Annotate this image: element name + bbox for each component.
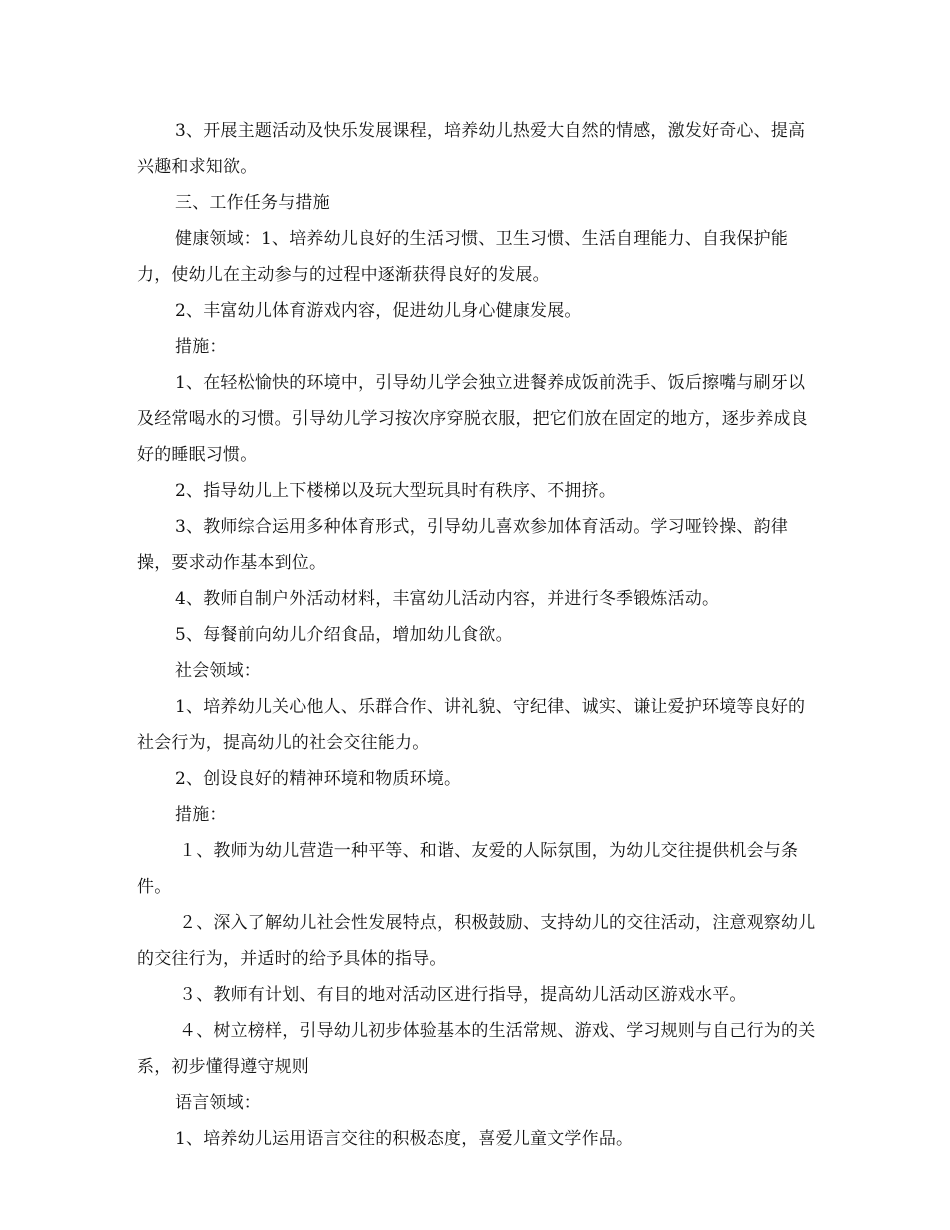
domain-heading: 社会领域：	[175, 661, 261, 681]
paragraph: ３、教师有计划、有目的地对活动区进行指导，提高幼儿活动区游戏水平。	[179, 985, 747, 1005]
paragraph: 2、创设良好的精神环境和物质环境。	[175, 769, 462, 789]
paragraph: 2、丰富幼儿体育游戏内容，促进幼儿身心健康发展。	[175, 301, 582, 321]
paragraph: 2、指导幼儿上下楼梯以及玩大型玩具时有秩序、不拥挤。	[175, 481, 617, 501]
paragraph: 健康领域：1、培养幼儿良好的生活习惯、卫生习惯、生活自理能力、自我保护能力，使幼儿在主动参与的过程中逐渐获得良好的发展。	[137, 229, 789, 285]
paragraph: ２、深入了解幼儿社会性发展特点，积极鼓励、支持幼儿的交往活动，注意观察幼儿的交往行为，并适时的给予具体的指导。	[137, 913, 816, 969]
domain-heading: 语言领域：	[175, 1093, 261, 1113]
section-heading: 三、工作任务与措施	[175, 193, 330, 213]
paragraph: 1、在轻松愉快的环境中，引导幼儿学会独立进餐养成饭前洗手、饭后擦嘴与刷牙以及经常喝水的习惯。引导幼儿学习按次序穿脱衣服，把它们放在固定的地方，逐步养成良好的睡眠习惯。	[137, 373, 808, 465]
measures-label: 措施：	[175, 805, 227, 825]
paragraph: 1、培养幼儿关心他人、乐群合作、讲礼貌、守纪律、诚实、谦让爱护环境等良好的社会行为，提高幼儿的社会交往能力。	[137, 697, 806, 753]
paragraph: 1、培养幼儿运用语言交往的积极态度，喜爱儿童文学作品。	[175, 1129, 634, 1149]
document-body	[137, 113, 817, 1157]
measures-label: 措施：	[175, 337, 227, 357]
paragraph: 4、教师自制户外活动材料，丰富幼儿活动内容，并进行冬季锻炼活动。	[175, 589, 720, 609]
paragraph: 3、开展主题活动及快乐发展课程，培养幼儿热爱大自然的情感，激发好奇心、提高兴趣和求知欲。	[137, 121, 806, 177]
paragraph: 3、教师综合运用多种体育形式，引导幼儿喜欢参加体育活动。学习哑铃操、韵律操，要求动作基本到位。	[137, 517, 789, 573]
paragraph: 5、每餐前向幼儿介绍食品，增加幼儿食欲。	[175, 625, 513, 645]
paragraph: ４、树立榜样，引导幼儿初步体验基本的生活常规、游戏、学习规则与自己行为的关系，初步懂得遵守规则	[137, 1021, 816, 1077]
paragraph: １、教师为幼儿营造一种平等、和谐、友爱的人际氛围，为幼儿交往提供机会与条件。	[137, 841, 799, 897]
